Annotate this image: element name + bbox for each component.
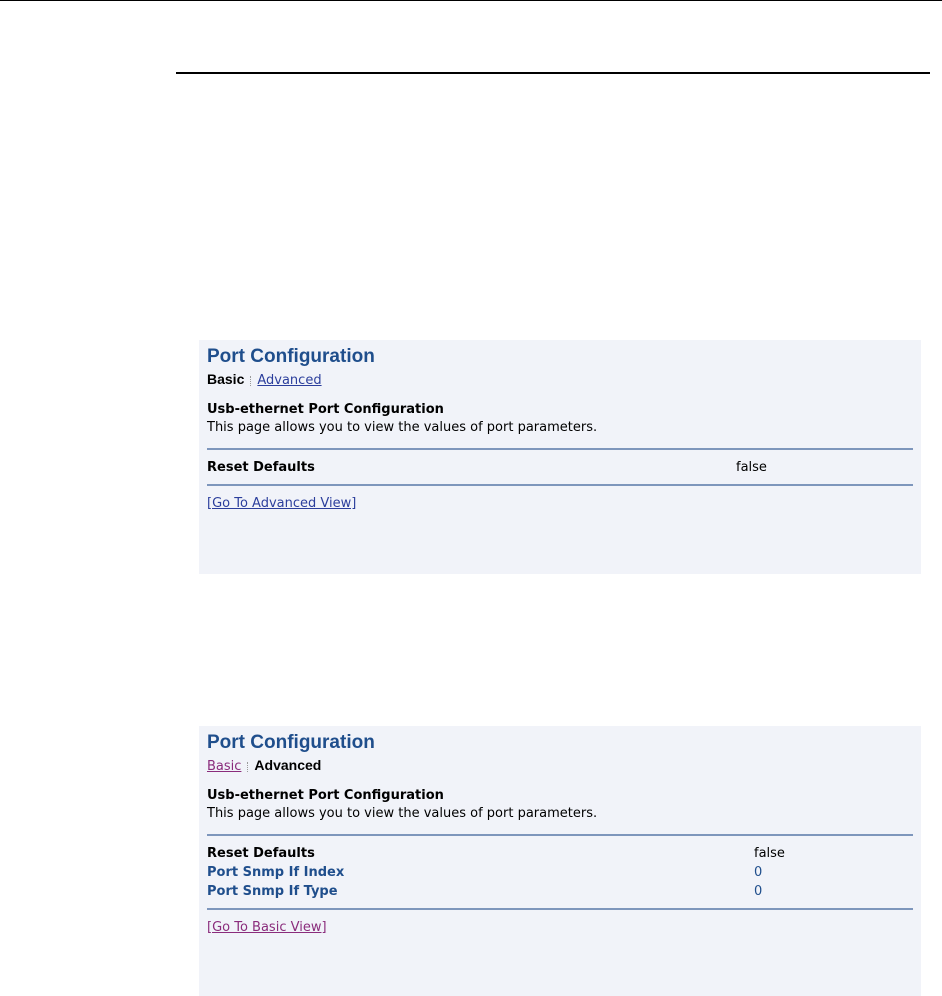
view-tabs [207,757,913,774]
go-to-basic-view-link[interactable]: [Go To Basic View] [207,920,327,935]
page-title: Port Configuration [207,346,375,367]
tab-advanced[interactable]: Advanced [254,757,322,773]
param-value: false [736,460,767,475]
param-row-reset-defaults [207,844,913,863]
param-table [207,450,913,482]
tab-basic[interactable]: Basic [207,371,245,387]
param-label: Reset Defaults [207,846,315,861]
table-bottom-rule [207,908,913,910]
param-value: false [754,846,785,861]
table-bottom-rule [207,484,913,486]
param-value: 0 [754,884,763,899]
advanced-view-panel [199,726,921,996]
param-label: Port Snmp If Type [207,884,338,899]
tab-advanced[interactable]: Advanced [257,373,322,388]
page-top-rule [0,0,942,1]
tab-separator [250,376,251,386]
view-tabs [207,371,913,388]
tab-basic[interactable]: Basic [207,759,242,774]
param-value: 0 [754,865,763,880]
tab-separator [247,762,248,772]
section-description: This page allows you to view the values of port parameters. [207,420,598,435]
param-table [207,836,913,906]
section-heading: Usb-ethernet Port Configuration [207,402,444,417]
section-description: This page allows you to view the values of port parameters. [207,806,598,821]
section-heading: Usb-ethernet Port Configuration [207,788,444,803]
param-row-port-snmp-if-type [207,882,913,901]
page-title: Port Configuration [207,732,375,753]
go-to-advanced-view-link[interactable]: [Go To Advanced View] [207,496,357,511]
basic-view-panel [199,340,921,574]
param-row-port-snmp-if-index [207,863,913,882]
param-label: Reset Defaults [207,460,315,475]
param-row-reset-defaults [207,458,913,477]
section-divider [176,72,930,74]
param-label: Port Snmp If Index [207,865,345,880]
